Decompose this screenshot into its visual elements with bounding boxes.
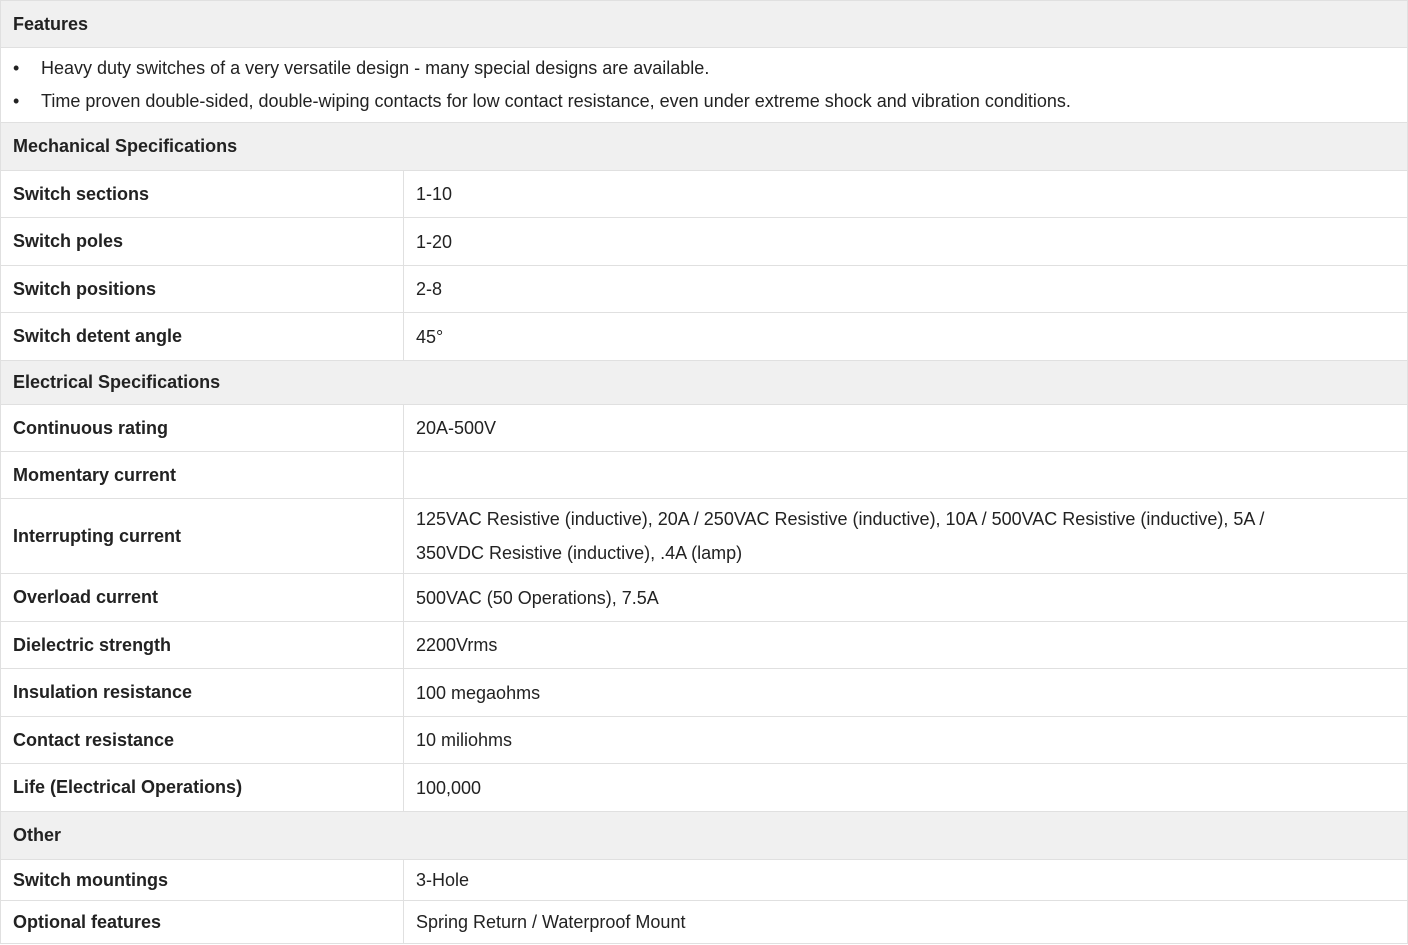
spec-label: Continuous rating [1,405,404,451]
table-row [1,717,1407,764]
section-title: Mechanical Specifications [13,136,238,156]
spec-label: Overload current [1,574,404,621]
bullet-icon: • [13,58,20,78]
section-header-features [1,1,1407,48]
spec-value: Spring Return / Waterproof Mount [416,912,686,932]
table-row [1,313,1407,361]
spec-value: 2-8 [416,279,443,299]
table-row [1,669,1407,717]
section-title: Features [13,13,89,34]
table-row [1,266,1407,313]
feature-list-item [13,85,1395,118]
spec-value: 3-Hole [416,870,470,890]
spec-label: Switch mountings [1,860,404,900]
feature-text: Heavy duty switches of a very versatile design - many special designs are available. [41,58,710,78]
spec-label: Life (Electrical Operations) [1,764,404,811]
table-row [1,171,1407,218]
spec-label: Contact resistance [1,717,404,763]
spec-value: 20A-500V [416,418,497,438]
table-row [1,218,1407,266]
spec-label: Switch positions [1,266,404,312]
table-row [1,860,1407,901]
section-header-mechanical [1,123,1407,171]
spec-value: 100 megaohms [416,682,541,703]
spec-label: Switch poles [1,218,404,265]
spec-label: Interrupting current [1,499,404,573]
table-row [1,764,1407,812]
section-header-other [1,812,1407,860]
spec-value: 2200Vrms [416,635,498,655]
section-title: Other [13,825,62,845]
spec-value: 1-10 [416,184,453,204]
spec-label: Switch detent angle [1,313,404,360]
table-row [1,574,1407,622]
table-row [1,405,1407,452]
table-row [1,452,1407,499]
table-row [1,499,1407,574]
spec-value: 45° [416,326,444,347]
spec-label: Dielectric strength [1,622,404,668]
feature-text: Time proven double-sided, double-wiping contacts for low contact resistance, even under extreme shock and vibration conditions. [41,91,1071,111]
spec-value: 100,000 [416,777,482,798]
section-header-electrical [1,361,1407,405]
spec-label: Optional features [1,901,404,943]
spec-label: Switch sections [1,171,404,217]
spec-value: 10 miliohms [416,730,513,750]
spec-value: 500VAC (50 Operations), 7.5A [416,587,659,608]
table-row [1,901,1407,944]
spec-label: Momentary current [1,452,404,498]
section-title: Electrical Specifications [13,372,221,392]
spec-value: 125VAC Resistive (inductive), 20A / 250VAC Resistive (inductive), 10A / 500VAC Resistive (inductive), 5A / 350VDC Resistive (inductive), .4A (lamp) [416,509,1265,563]
spec-value [404,452,1407,498]
feature-list-item [13,52,1395,85]
bullet-icon: • [13,91,20,111]
spec-label: Insulation resistance [1,669,404,716]
spec-value: 1-20 [416,231,453,252]
features-list [1,48,1407,123]
table-row [1,622,1407,669]
